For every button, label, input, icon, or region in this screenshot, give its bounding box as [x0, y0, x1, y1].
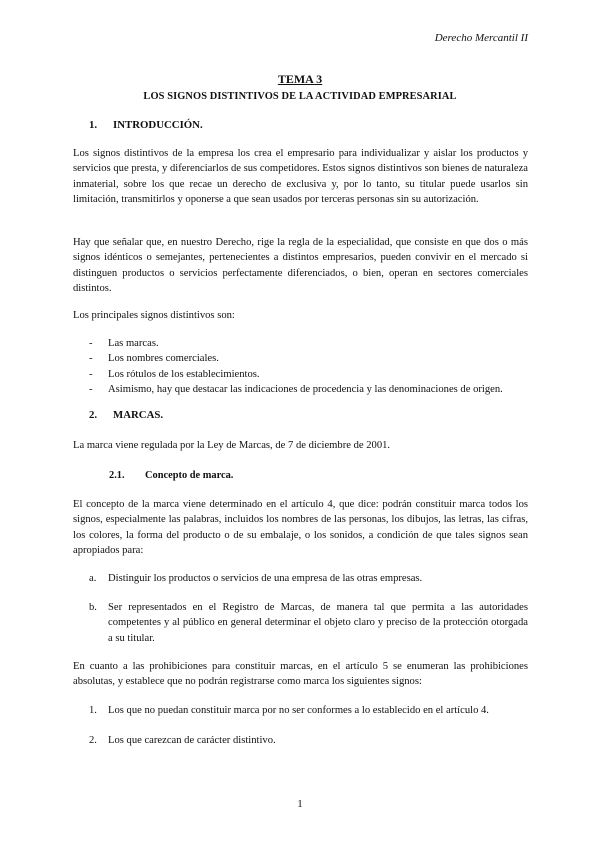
paragraph-marcas-1: La marca viene regulada por la Ley de Marcas, de 7 de diciembre de 2001.: [73, 440, 391, 451]
section-number: 1.: [89, 119, 98, 131]
item-text: Los que no puedan constituir marca por no ser conformes a lo establecido en el artículo 4.: [108, 705, 489, 716]
item-marker: 2.: [89, 735, 97, 746]
list-item-text: Asimismo, hay que destacar las indicaciones de procedencia y las denominaciones de origen.: [108, 384, 503, 396]
list-item-text: Los rótulos de los establecimientos.: [108, 368, 260, 380]
list-item: [89, 367, 529, 382]
section-number: 2.: [89, 409, 98, 421]
item-text: Ser representados en el Registro de Marcas, de manera tal que permita a las autoridades competentes y al público en general determinar el objeto claro y preciso de la protección otorgada a su titular.: [108, 602, 528, 644]
item-marker: b.: [89, 602, 97, 613]
item-marker: a.: [89, 573, 97, 584]
paragraph-intro-1: Los signos distintivos de la empresa los crea el empresario para individualizar y aislar los productos y servicios que presta, y diferenciarlos de sus competidores. Estos signos distintivos son bienes de naturaleza inmaterial, sobre los que recae un derecho de exclusiva y, por lo tanto, su titular puede usarlos sin limitación, transmitirlos y oponerse a que sean usados por terceras personas sin su autorización.: [73, 148, 528, 206]
section-heading-marcas: [89, 408, 163, 423]
list-item: [89, 382, 529, 397]
running-header: Derecho Mercantil II: [434, 32, 528, 44]
subsection-heading-concepto: [109, 468, 233, 483]
subsection-number: 2.1.: [109, 470, 125, 481]
bullet-mark: -: [89, 353, 93, 365]
section-heading-introduccion: [89, 118, 203, 133]
paragraph-intro-3: Los principales signos distintivos son:: [73, 310, 235, 321]
bullet-mark: -: [89, 338, 93, 349]
item-text: Los que carezcan de carácter distintivo.: [108, 735, 276, 746]
item-marker: 1.: [89, 705, 97, 716]
paragraph-concepto-1: El concepto de la marca viene determinado en el artículo 4, que dice: podrán constituir marca todos los signos, especialmente las palabras, incluidos los nombres de las personas, los dibujos, las letras, las cifras, los colores, la forma del producto o de su embalaje, o los sonidos, a condición de que tales signos sean apropiados para:: [73, 499, 528, 557]
chapter-subtitle: LOS SIGNOS DISTINTIVOS DE LA ACTIVIDAD EMPRESARIAL: [143, 91, 457, 102]
list-item: [89, 336, 529, 351]
page-number: 1: [297, 798, 303, 810]
list-item-text: Las marcas.: [108, 338, 159, 349]
subsection-title: Concepto de marca.: [145, 470, 234, 481]
list-item-text: Los nombres comerciales.: [108, 353, 219, 365]
list-item: [89, 351, 529, 366]
section-title: INTRODUCCIÓN.: [113, 119, 203, 131]
paragraph-prohibiciones-1: En cuanto a las prohibiciones para constituir marcas, en el artículo 5 se enumeran las prohibiciones absolutas, y establece que no podrán registrarse como marca los siguientes signos:: [73, 661, 528, 688]
item-text: Distinguir los productos o servicios de una empresa de las otras empresas.: [108, 573, 423, 584]
bullet-mark: -: [89, 384, 93, 396]
section-title: MARCAS.: [113, 409, 164, 421]
paragraph-intro-2: Hay que señalar que, en nuestro Derecho, rige la regla de la especialidad, que consiste en que dos o más signos idénticos o semejantes, pertenecientes a distintos empresarios, pueden convivir en el mercado si distinguen productos o servicios perfectamente diferenciados, o bien, operan en sectores comerciales distintos.: [73, 237, 528, 295]
bullet-mark: -: [89, 368, 93, 380]
distinctive-signs-list: [89, 336, 529, 398]
chapter-title: TEMA 3: [277, 72, 323, 86]
